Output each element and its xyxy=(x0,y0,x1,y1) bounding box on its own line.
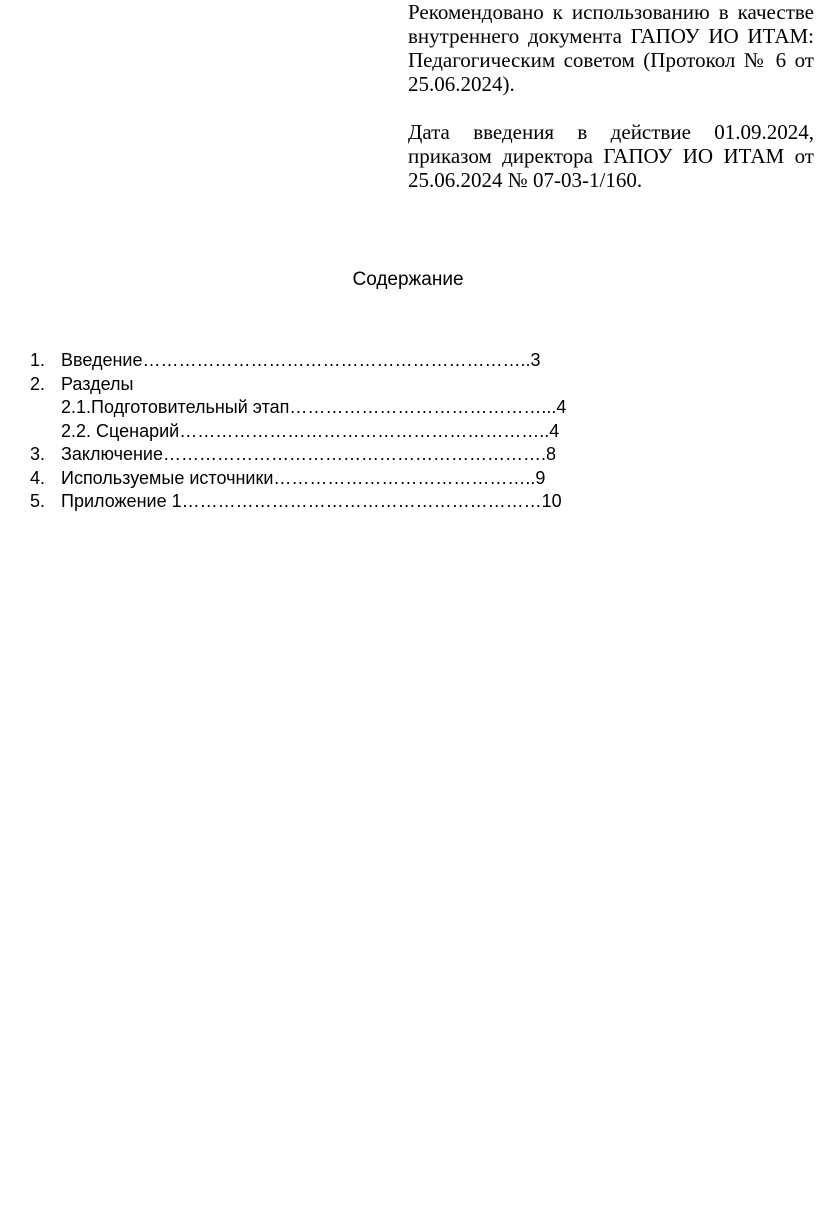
toc-item-number: 4. xyxy=(30,467,46,488)
toc-title: Содержание xyxy=(352,269,464,290)
toc-item-text: Разделы xyxy=(61,373,134,394)
toc-item-text: 2.2. Сценарий……………………………………………………..4 xyxy=(61,420,560,441)
toc-item-sections xyxy=(30,373,630,397)
toc-item-text: Используемые источники……………………………………..9 xyxy=(61,467,546,488)
toc-item-number: 3. xyxy=(30,444,46,464)
toc-item-text: Приложение 1……………………………………………………10 xyxy=(61,491,562,511)
toc-item-text: Введение………………………………………………………..3 xyxy=(61,350,541,370)
toc-subitem-preparatory-stage xyxy=(30,396,630,420)
toc-item-text: 2.1.Подготовительный этап……………………………………...4 xyxy=(61,397,567,417)
approval-block xyxy=(408,0,814,192)
toc-subitem-scenario xyxy=(30,420,630,444)
toc-item-text: Заключение……………………………………………………….8 xyxy=(61,444,556,464)
toc-item-conclusion xyxy=(30,443,630,467)
approval-paragraph-recommendation: Рекомендовано к использованию в качестве внутреннего документа ГАПОУ ИО ИТАМ: Педагогическим советом (Протокол № 6 от 25.06.2024). xyxy=(408,0,814,96)
table-of-contents xyxy=(30,349,630,514)
toc-item-sources xyxy=(30,467,630,491)
toc-item-introduction xyxy=(30,349,630,373)
approval-paragraph-effective-date: Дата введения в действие 01.09.2024, приказом директора ГАПОУ ИО ИТАМ от 25.06.2024 № 07-03-1/160. xyxy=(408,120,814,192)
toc-item-number: 5. xyxy=(30,491,46,511)
toc-item-number: 1. xyxy=(30,350,46,370)
toc-item-number: 2. xyxy=(30,373,46,394)
toc-item-appendix xyxy=(30,490,630,514)
